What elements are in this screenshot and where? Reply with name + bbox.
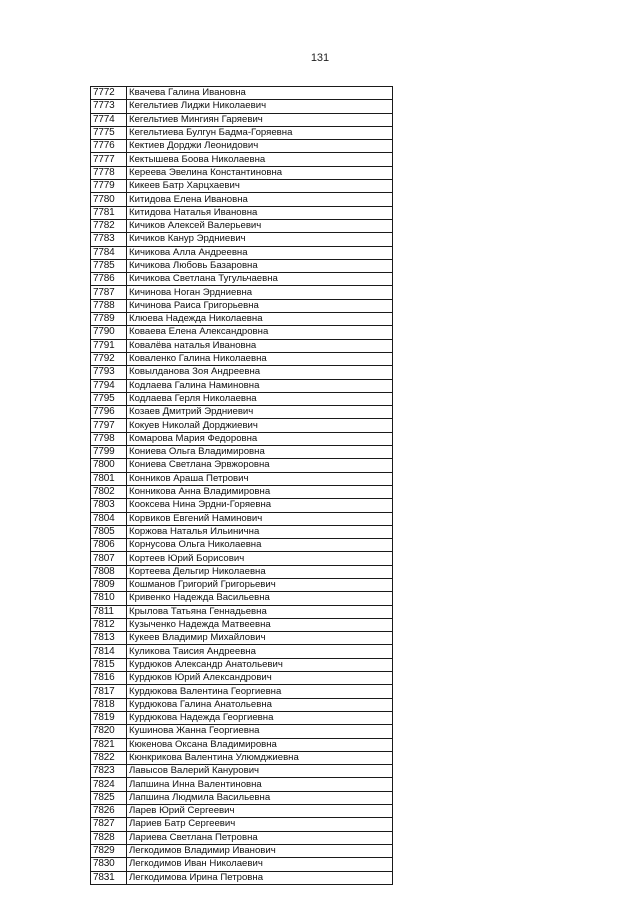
entry-full-name: Легкодимов Иван Николаевич — [127, 858, 393, 871]
entry-number: 7805 — [91, 525, 127, 538]
entry-number: 7793 — [91, 366, 127, 379]
entry-full-name: Кушинова Жанна Георгиевна — [127, 725, 393, 738]
entry-number: 7798 — [91, 432, 127, 445]
entry-number: 7801 — [91, 472, 127, 485]
table-row — [91, 525, 393, 538]
entry-full-name: Кегельтиев Лиджи Николаевич — [127, 100, 393, 113]
entry-full-name: Лапшина Людмила Васильевна — [127, 791, 393, 804]
entry-number: 7804 — [91, 512, 127, 525]
table-row — [91, 166, 393, 179]
entry-number: 7777 — [91, 153, 127, 166]
entry-full-name: Курдюков Юрий Александрович — [127, 672, 393, 685]
table-row — [91, 219, 393, 232]
entry-number: 7827 — [91, 818, 127, 831]
entry-number: 7786 — [91, 273, 127, 286]
entry-number: 7821 — [91, 738, 127, 751]
entry-full-name: Коржова Наталья Ильинична — [127, 525, 393, 538]
entry-number: 7818 — [91, 698, 127, 711]
table-row — [91, 765, 393, 778]
entry-full-name: Кичикова Светлана Тугульчаевна — [127, 273, 393, 286]
entry-full-name: Корнусова Ольга Николаевна — [127, 539, 393, 552]
entry-number: 7774 — [91, 113, 127, 126]
table-row — [91, 512, 393, 525]
entry-number: 7806 — [91, 539, 127, 552]
entry-full-name: Кегельтиев Мингиян Гаряевич — [127, 113, 393, 126]
entry-full-name: Кичикова Любовь Базаровна — [127, 259, 393, 272]
table-row — [91, 711, 393, 724]
table-row — [91, 818, 393, 831]
entry-number: 7795 — [91, 392, 127, 405]
entry-number: 7809 — [91, 578, 127, 591]
entry-full-name: Кектышева Боова Николаевна — [127, 153, 393, 166]
entry-full-name: Кодлаева Галина Наминовна — [127, 379, 393, 392]
table-row — [91, 126, 393, 139]
table-row — [91, 618, 393, 631]
entry-number: 7812 — [91, 618, 127, 631]
table-row — [91, 778, 393, 791]
entry-full-name: Квачева Галина Ивановна — [127, 87, 393, 100]
entry-number: 7811 — [91, 605, 127, 618]
entry-number: 7826 — [91, 805, 127, 818]
entry-full-name: Лариев Батр Сергеевич — [127, 818, 393, 831]
entry-full-name: Кектиев Дорджи Леонидович — [127, 140, 393, 153]
entry-number: 7819 — [91, 711, 127, 724]
table-row — [91, 113, 393, 126]
table-row — [91, 605, 393, 618]
entry-number: 7780 — [91, 193, 127, 206]
entry-full-name: Ковылданова Зоя Андреевна — [127, 366, 393, 379]
entry-number: 7803 — [91, 499, 127, 512]
table-row — [91, 672, 393, 685]
entry-number: 7790 — [91, 326, 127, 339]
table-row — [91, 326, 393, 339]
entry-full-name: Корвиков Евгений Наминович — [127, 512, 393, 525]
entry-number: 7791 — [91, 339, 127, 352]
entry-number: 7820 — [91, 725, 127, 738]
page-number: 131 — [310, 52, 330, 64]
table-row — [91, 831, 393, 844]
entry-full-name: Кичиков Канур Эрдниевич — [127, 233, 393, 246]
table-row — [91, 206, 393, 219]
table-row — [91, 259, 393, 272]
table-row — [91, 406, 393, 419]
entry-full-name: Лавысов Валерий Канурович — [127, 765, 393, 778]
table-row — [91, 565, 393, 578]
table-row — [91, 858, 393, 871]
table-row — [91, 485, 393, 498]
entry-full-name: Клюева Надежда Николаевна — [127, 313, 393, 326]
entry-number: 7831 — [91, 871, 127, 884]
entry-full-name: Кортеева Дельгир Николаевна — [127, 565, 393, 578]
table-row — [91, 805, 393, 818]
entry-full-name: Кортеев Юрий Борисович — [127, 552, 393, 565]
entry-full-name: Лапшина Инна Валентиновна — [127, 778, 393, 791]
entry-number: 7823 — [91, 765, 127, 778]
entry-full-name: Крылова Татьяна Геннадьевна — [127, 605, 393, 618]
table-row — [91, 233, 393, 246]
entry-full-name: Кокуев Николай Дорджиевич — [127, 419, 393, 432]
table-row — [91, 392, 393, 405]
entry-number: 7781 — [91, 206, 127, 219]
table-row — [91, 87, 393, 100]
entry-number: 7800 — [91, 459, 127, 472]
entry-full-name: Легкодимова Ирина Петровна — [127, 871, 393, 884]
entry-number: 7778 — [91, 166, 127, 179]
table-row — [91, 419, 393, 432]
entry-number: 7789 — [91, 313, 127, 326]
entry-number: 7817 — [91, 685, 127, 698]
table-row — [91, 645, 393, 658]
entry-number: 7785 — [91, 259, 127, 272]
table-row — [91, 578, 393, 591]
entry-number: 7802 — [91, 485, 127, 498]
entry-number: 7787 — [91, 286, 127, 299]
entry-full-name: Кичинова Ноган Эрдниевна — [127, 286, 393, 299]
roster-table — [90, 86, 393, 885]
entry-full-name: Ларев Юрий Сергеевич — [127, 805, 393, 818]
table-row — [91, 459, 393, 472]
table-row — [91, 791, 393, 804]
roster-body — [91, 87, 393, 885]
entry-number: 7824 — [91, 778, 127, 791]
entry-full-name: Кодлаева Герля Николаевна — [127, 392, 393, 405]
entry-full-name: Кичинова Раиса Григорьевна — [127, 299, 393, 312]
table-row — [91, 140, 393, 153]
table-row — [91, 100, 393, 113]
entry-number: 7794 — [91, 379, 127, 392]
entry-number: 7797 — [91, 419, 127, 432]
entry-full-name: Легкодимов Владимир Иванович — [127, 844, 393, 857]
entry-number: 7775 — [91, 126, 127, 139]
table-row — [91, 339, 393, 352]
entry-full-name: Кошманов Григорий Григорьевич — [127, 578, 393, 591]
entry-full-name: Кикеев Батр Харцхаевич — [127, 180, 393, 193]
entry-number: 7810 — [91, 592, 127, 605]
table-row — [91, 352, 393, 365]
table-row — [91, 472, 393, 485]
entry-full-name: Китидова Наталья Ивановна — [127, 206, 393, 219]
entry-full-name: Кюнкрикова Валентина Улюмджиевна — [127, 751, 393, 764]
entry-full-name: Кооксева Нина Эрдни-Горяевна — [127, 499, 393, 512]
entry-full-name: Кичикова Алла Андреевна — [127, 246, 393, 259]
table-row — [91, 366, 393, 379]
entry-full-name: Курдюков Александр Анатольевич — [127, 658, 393, 671]
entry-number: 7828 — [91, 831, 127, 844]
entry-number: 7816 — [91, 672, 127, 685]
table-row — [91, 725, 393, 738]
table-row — [91, 844, 393, 857]
entry-number: 7814 — [91, 645, 127, 658]
entry-number: 7822 — [91, 751, 127, 764]
table-row — [91, 193, 393, 206]
entry-full-name: Коваленко Галина Николаевна — [127, 352, 393, 365]
table-row — [91, 379, 393, 392]
table-row — [91, 738, 393, 751]
entry-full-name: Кониева Ольга Владимировна — [127, 446, 393, 459]
entry-full-name: Кривенко Надежда Васильевна — [127, 592, 393, 605]
table-row — [91, 153, 393, 166]
entry-full-name: Кичиков Алексей Валерьевич — [127, 219, 393, 232]
table-row — [91, 273, 393, 286]
entry-full-name: Кегельтиева Булгун Бадма-Горяевна — [127, 126, 393, 139]
table-row — [91, 286, 393, 299]
table-row — [91, 632, 393, 645]
entry-number: 7825 — [91, 791, 127, 804]
entry-number: 7808 — [91, 565, 127, 578]
entry-full-name: Комарова Мария Федоровна — [127, 432, 393, 445]
entry-number: 7796 — [91, 406, 127, 419]
entry-full-name: Китидова Елена Ивановна — [127, 193, 393, 206]
table-row — [91, 299, 393, 312]
entry-number: 7776 — [91, 140, 127, 153]
entry-number: 7784 — [91, 246, 127, 259]
entry-full-name: Кукеев Владимир Михайлович — [127, 632, 393, 645]
table-row — [91, 552, 393, 565]
entry-number: 7782 — [91, 219, 127, 232]
entry-full-name: Курдюкова Валентина Георгиевна — [127, 685, 393, 698]
table-row — [91, 539, 393, 552]
entry-full-name: Ковалёва наталья Ивановна — [127, 339, 393, 352]
entry-number: 7788 — [91, 299, 127, 312]
entry-number: 7807 — [91, 552, 127, 565]
entry-full-name: Конникова Анна Владимировна — [127, 485, 393, 498]
table-row — [91, 592, 393, 605]
entry-full-name: Конников Араша Петрович — [127, 472, 393, 485]
entry-full-name: Курдюкова Галина Анатольевна — [127, 698, 393, 711]
table-row — [91, 698, 393, 711]
entry-number: 7813 — [91, 632, 127, 645]
table-row — [91, 180, 393, 193]
entry-number: 7773 — [91, 100, 127, 113]
entry-number: 7772 — [91, 87, 127, 100]
table-row — [91, 658, 393, 671]
table-row — [91, 871, 393, 884]
entry-full-name: Курдюкова Надежда Георгиевна — [127, 711, 393, 724]
entry-full-name: Кюкенова Оксана Владимировна — [127, 738, 393, 751]
table-row — [91, 313, 393, 326]
entry-number: 7799 — [91, 446, 127, 459]
entry-number: 7815 — [91, 658, 127, 671]
table-row — [91, 246, 393, 259]
entry-full-name: Коваева Елена Александровна — [127, 326, 393, 339]
entry-full-name: Кереева Эвелина Константиновна — [127, 166, 393, 179]
table-row — [91, 751, 393, 764]
entry-number: 7783 — [91, 233, 127, 246]
entry-number: 7830 — [91, 858, 127, 871]
table-row — [91, 446, 393, 459]
entry-full-name: Куликова Таисия Андреевна — [127, 645, 393, 658]
entry-number: 7792 — [91, 352, 127, 365]
table-row — [91, 432, 393, 445]
entry-full-name: Кузыченко Надежда Матвеевна — [127, 618, 393, 631]
table-row — [91, 685, 393, 698]
entry-number: 7829 — [91, 844, 127, 857]
table-row — [91, 499, 393, 512]
entry-full-name: Козаев Дмитрий Эрдниевич — [127, 406, 393, 419]
entry-number: 7779 — [91, 180, 127, 193]
entry-full-name: Лариева Светлана Петровна — [127, 831, 393, 844]
entry-full-name: Кониева Светлана Эрвжоровна — [127, 459, 393, 472]
